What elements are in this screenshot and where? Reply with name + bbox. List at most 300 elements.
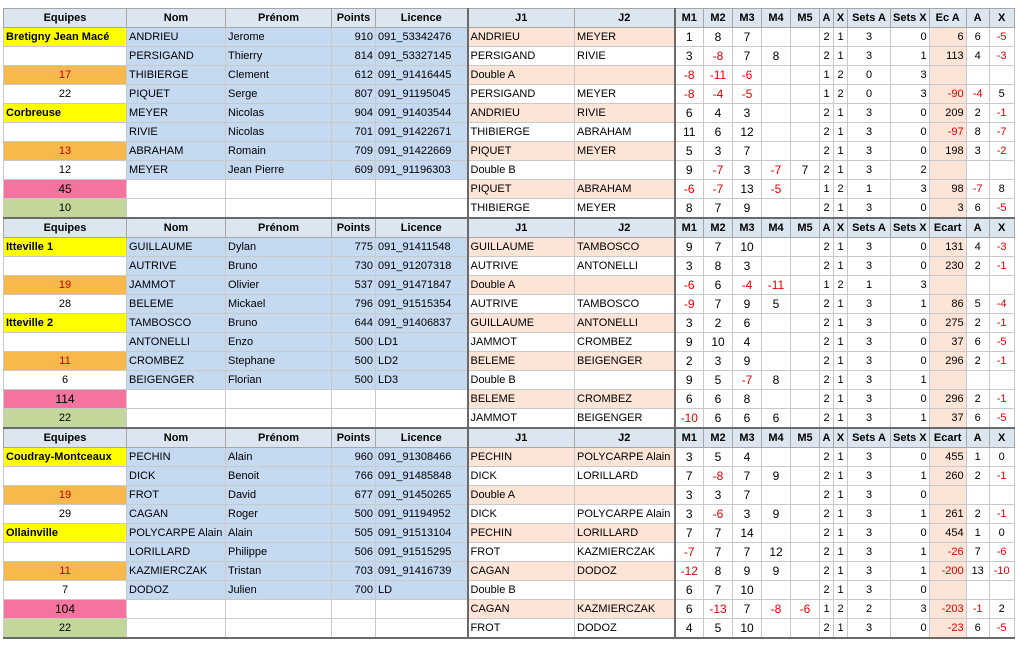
sets-a-cell[interactable]: 3 <box>848 352 891 371</box>
points-cell[interactable]: 677 <box>332 486 376 505</box>
header-licence[interactable]: Licence <box>376 9 468 28</box>
j1-cell[interactable]: JAMMOT <box>468 409 575 429</box>
a-cell[interactable]: 2 <box>820 352 834 371</box>
ecart-cell[interactable]: 3 <box>929 199 966 219</box>
a-cell[interactable]: 2 <box>820 467 834 486</box>
j2-cell[interactable]: LORILLARD <box>575 467 675 486</box>
prenom-cell[interactable] <box>226 409 332 429</box>
result-a-cell[interactable]: 6 <box>966 619 989 639</box>
sets-x-cell[interactable]: 1 <box>891 371 930 390</box>
m2-cell[interactable]: -4 <box>704 85 733 104</box>
nom-cell[interactable]: JAMMOT <box>127 276 226 295</box>
nom-cell[interactable]: BELEME <box>127 295 226 314</box>
result-x-cell[interactable]: -5 <box>989 28 1014 47</box>
m4-cell[interactable] <box>762 352 791 371</box>
m3-cell[interactable]: 3 <box>733 104 762 123</box>
m1-cell[interactable]: -12 <box>675 562 704 581</box>
licence-cell[interactable] <box>376 619 468 639</box>
licence-cell[interactable]: 091_91196303 <box>376 161 468 180</box>
ecart-cell[interactable]: 261 <box>929 505 966 524</box>
sets-a-cell[interactable]: 3 <box>848 371 891 390</box>
j1-cell[interactable]: GUILLAUME <box>468 238 575 257</box>
x-cell[interactable]: 2 <box>834 276 848 295</box>
x-cell[interactable]: 1 <box>834 314 848 333</box>
m3-cell[interactable]: 10 <box>733 619 762 639</box>
header-ecart[interactable]: Ec A <box>929 9 966 28</box>
ecart-cell[interactable]: 37 <box>929 409 966 429</box>
ecart-cell[interactable]: 296 <box>929 390 966 409</box>
m5-cell[interactable] <box>791 85 820 104</box>
header-nom[interactable]: Nom <box>127 218 226 238</box>
prenom-cell[interactable]: Enzo <box>226 333 332 352</box>
j1-cell[interactable]: PIQUET <box>468 180 575 199</box>
prenom-cell[interactable]: Philippe <box>226 543 332 562</box>
sets-x-cell[interactable]: 0 <box>891 104 930 123</box>
sets-a-cell[interactable]: 3 <box>848 142 891 161</box>
a-cell[interactable]: 2 <box>820 142 834 161</box>
m4-cell[interactable]: 8 <box>762 47 791 66</box>
m1-cell[interactable]: 8 <box>675 199 704 219</box>
x-cell[interactable]: 2 <box>834 85 848 104</box>
a-cell[interactable]: 1 <box>820 85 834 104</box>
j1-cell[interactable]: Double B <box>468 371 575 390</box>
licence-cell[interactable]: LD3 <box>376 371 468 390</box>
result-a-cell[interactable]: 1 <box>966 448 989 467</box>
j1-cell[interactable]: BELEME <box>468 352 575 371</box>
header-licence[interactable]: Licence <box>376 428 468 448</box>
ecart-cell[interactable]: 98 <box>929 180 966 199</box>
m1-cell[interactable]: 9 <box>675 161 704 180</box>
a-cell[interactable]: 2 <box>820 562 834 581</box>
header-a[interactable]: A <box>820 9 834 28</box>
m5-cell[interactable] <box>791 524 820 543</box>
result-x-cell[interactable]: -1 <box>989 257 1014 276</box>
a-cell[interactable]: 2 <box>820 505 834 524</box>
j2-cell[interactable]: ABRAHAM <box>575 180 675 199</box>
m5-cell[interactable] <box>791 619 820 639</box>
x-cell[interactable]: 1 <box>834 467 848 486</box>
header-x[interactable]: X <box>834 218 848 238</box>
m4-cell[interactable] <box>762 486 791 505</box>
result-x-cell[interactable]: 5 <box>989 85 1014 104</box>
result-a-cell[interactable]: 4 <box>966 47 989 66</box>
x-cell[interactable]: 1 <box>834 199 848 219</box>
m5-cell[interactable] <box>791 581 820 600</box>
prenom-cell[interactable]: Julien <box>226 581 332 600</box>
sets-a-cell[interactable]: 3 <box>848 562 891 581</box>
sets-a-cell[interactable]: 3 <box>848 505 891 524</box>
team-cell[interactable]: 28 <box>4 295 127 314</box>
header-j1[interactable]: J1 <box>468 428 575 448</box>
nom-cell[interactable] <box>127 180 226 199</box>
prenom-cell[interactable]: Nicolas <box>226 104 332 123</box>
j1-cell[interactable]: PIQUET <box>468 142 575 161</box>
result-x-cell[interactable]: -4 <box>989 295 1014 314</box>
prenom-cell[interactable]: Dylan <box>226 238 332 257</box>
header-m5[interactable]: M5 <box>791 9 820 28</box>
sets-x-cell[interactable]: 0 <box>891 581 930 600</box>
x-cell[interactable]: 1 <box>834 524 848 543</box>
result-a-cell[interactable]: 2 <box>966 467 989 486</box>
a-cell[interactable]: 2 <box>820 238 834 257</box>
m4-cell[interactable]: -11 <box>762 276 791 295</box>
prenom-cell[interactable]: Serge <box>226 85 332 104</box>
m3-cell[interactable]: 7 <box>733 600 762 619</box>
team-cell[interactable]: 12 <box>4 161 127 180</box>
m3-cell[interactable]: 12 <box>733 123 762 142</box>
points-cell[interactable]: 730 <box>332 257 376 276</box>
sets-x-cell[interactable]: 2 <box>891 161 930 180</box>
j1-cell[interactable]: JAMMOT <box>468 333 575 352</box>
m1-cell[interactable]: 4 <box>675 619 704 639</box>
header-a[interactable]: A <box>820 428 834 448</box>
j2-cell[interactable] <box>575 581 675 600</box>
points-cell[interactable]: 796 <box>332 295 376 314</box>
points-cell[interactable] <box>332 390 376 409</box>
prenom-cell[interactable] <box>226 390 332 409</box>
x-cell[interactable]: 1 <box>834 295 848 314</box>
header-j2[interactable]: J2 <box>575 428 675 448</box>
m4-cell[interactable] <box>762 448 791 467</box>
team-cell[interactable]: 11 <box>4 352 127 371</box>
m3-cell[interactable]: 10 <box>733 581 762 600</box>
m2-cell[interactable]: 8 <box>704 257 733 276</box>
nom-cell[interactable]: AUTRIVE <box>127 257 226 276</box>
m2-cell[interactable]: 7 <box>704 238 733 257</box>
prenom-cell[interactable]: Olivier <box>226 276 332 295</box>
j1-cell[interactable]: PECHIN <box>468 448 575 467</box>
m3-cell[interactable]: 3 <box>733 505 762 524</box>
result-x-cell[interactable]: -10 <box>989 562 1014 581</box>
m3-cell[interactable]: 14 <box>733 524 762 543</box>
team-cell[interactable]: 11 <box>4 562 127 581</box>
x-cell[interactable]: 1 <box>834 448 848 467</box>
result-a-cell[interactable]: 4 <box>966 238 989 257</box>
nom-cell[interactable]: POLYCARPE Alain <box>127 524 226 543</box>
m5-cell[interactable] <box>791 352 820 371</box>
sets-a-cell[interactable]: 3 <box>848 47 891 66</box>
m3-cell[interactable]: 13 <box>733 180 762 199</box>
sets-x-cell[interactable]: 1 <box>891 467 930 486</box>
licence-cell[interactable]: 091_91403544 <box>376 104 468 123</box>
m5-cell[interactable] <box>791 409 820 429</box>
j2-cell[interactable]: DODOZ <box>575 562 675 581</box>
j1-cell[interactable]: Double A <box>468 486 575 505</box>
result-x-cell[interactable]: 2 <box>989 600 1014 619</box>
sets-x-cell[interactable]: 0 <box>891 524 930 543</box>
header-equipes[interactable]: Equipes <box>4 428 127 448</box>
j1-cell[interactable]: THIBIERGE <box>468 199 575 219</box>
header-m2[interactable]: M2 <box>704 218 733 238</box>
sets-x-cell[interactable]: 3 <box>891 66 930 85</box>
j1-cell[interactable]: DICK <box>468 505 575 524</box>
prenom-cell[interactable]: David <box>226 486 332 505</box>
m5-cell[interactable] <box>791 295 820 314</box>
team-cell[interactable]: 13 <box>4 142 127 161</box>
x-cell[interactable]: 1 <box>834 562 848 581</box>
j1-cell[interactable]: Double B <box>468 161 575 180</box>
j2-cell[interactable]: KAZMIERCZAK <box>575 600 675 619</box>
sets-a-cell[interactable]: 1 <box>848 180 891 199</box>
m1-cell[interactable]: -7 <box>675 543 704 562</box>
header-points[interactable]: Points <box>332 218 376 238</box>
header-sets-a[interactable]: Sets A <box>848 9 891 28</box>
sets-x-cell[interactable]: 0 <box>891 333 930 352</box>
j2-cell[interactable]: ANTONELLI <box>575 257 675 276</box>
a-cell[interactable]: 2 <box>820 314 834 333</box>
x-cell[interactable]: 1 <box>834 257 848 276</box>
m5-cell[interactable] <box>791 199 820 219</box>
header-sets-x[interactable]: Sets X <box>891 218 930 238</box>
licence-cell[interactable]: 091_91416445 <box>376 66 468 85</box>
team-cell[interactable]: 22 <box>4 619 127 639</box>
a-cell[interactable]: 2 <box>820 486 834 505</box>
m4-cell[interactable] <box>762 66 791 85</box>
j2-cell[interactable]: ANTONELLI <box>575 314 675 333</box>
result-a-cell[interactable]: 2 <box>966 390 989 409</box>
a-cell[interactable]: 2 <box>820 333 834 352</box>
result-a-cell[interactable]: -4 <box>966 85 989 104</box>
sets-a-cell[interactable]: 2 <box>848 600 891 619</box>
header-points[interactable]: Points <box>332 428 376 448</box>
m2-cell[interactable]: 6 <box>704 390 733 409</box>
header-sets-a[interactable]: Sets A <box>848 218 891 238</box>
a-cell[interactable]: 1 <box>820 66 834 85</box>
m4-cell[interactable] <box>762 104 791 123</box>
m1-cell[interactable]: 3 <box>675 486 704 505</box>
a-cell[interactable]: 2 <box>820 390 834 409</box>
sets-x-cell[interactable]: 0 <box>891 142 930 161</box>
j1-cell[interactable]: THIBIERGE <box>468 123 575 142</box>
team-cell[interactable]: Coudray-Montceaux <box>4 448 127 467</box>
m4-cell[interactable] <box>762 619 791 639</box>
prenom-cell[interactable]: Thierry <box>226 47 332 66</box>
sets-x-cell[interactable]: 3 <box>891 180 930 199</box>
points-cell[interactable]: 500 <box>332 352 376 371</box>
m4-cell[interactable] <box>762 524 791 543</box>
m3-cell[interactable]: -5 <box>733 85 762 104</box>
licence-cell[interactable]: 091_91308466 <box>376 448 468 467</box>
team-cell[interactable]: Bretigny Jean Macé <box>4 28 127 47</box>
prenom-cell[interactable]: Benoit <box>226 467 332 486</box>
m1-cell[interactable]: 3 <box>675 257 704 276</box>
m1-cell[interactable]: 9 <box>675 333 704 352</box>
result-a-cell[interactable]: 2 <box>966 314 989 333</box>
header-a[interactable]: A <box>820 218 834 238</box>
m4-cell[interactable]: 8 <box>762 371 791 390</box>
licence-cell[interactable]: 091_91194952 <box>376 505 468 524</box>
m4-cell[interactable] <box>762 257 791 276</box>
result-a-cell[interactable]: 6 <box>966 28 989 47</box>
m2-cell[interactable]: -7 <box>704 161 733 180</box>
points-cell[interactable]: 500 <box>332 505 376 524</box>
header-licence[interactable]: Licence <box>376 218 468 238</box>
ecart-cell[interactable]: 113 <box>929 47 966 66</box>
j1-cell[interactable]: FROT <box>468 619 575 639</box>
ecart-cell[interactable]: 86 <box>929 295 966 314</box>
m2-cell[interactable]: 6 <box>704 409 733 429</box>
m2-cell[interactable]: -7 <box>704 180 733 199</box>
result-x-cell[interactable] <box>989 371 1014 390</box>
j1-cell[interactable]: AUTRIVE <box>468 257 575 276</box>
header-prenom[interactable]: Prénom <box>226 428 332 448</box>
licence-cell[interactable] <box>376 409 468 429</box>
result-a-cell[interactable]: -1 <box>966 600 989 619</box>
nom-cell[interactable]: GUILLAUME <box>127 238 226 257</box>
a-cell[interactable]: 1 <box>820 180 834 199</box>
a-cell[interactable]: 1 <box>820 600 834 619</box>
x-cell[interactable]: 1 <box>834 47 848 66</box>
licence-cell[interactable]: 091_91207318 <box>376 257 468 276</box>
result-a-cell[interactable]: 1 <box>966 524 989 543</box>
header-m1[interactable]: M1 <box>675 428 704 448</box>
m2-cell[interactable]: 7 <box>704 543 733 562</box>
points-cell[interactable]: 904 <box>332 104 376 123</box>
team-cell[interactable]: 19 <box>4 486 127 505</box>
result-x-cell[interactable] <box>989 161 1014 180</box>
m5-cell[interactable] <box>791 333 820 352</box>
m2-cell[interactable]: 6 <box>704 123 733 142</box>
header-prenom[interactable]: Prénom <box>226 9 332 28</box>
header-a[interactable]: A <box>966 428 989 448</box>
result-x-cell[interactable]: -1 <box>989 390 1014 409</box>
nom-cell[interactable]: TAMBOSCO <box>127 314 226 333</box>
m5-cell[interactable] <box>791 180 820 199</box>
ecart-cell[interactable]: 37 <box>929 333 966 352</box>
m3-cell[interactable]: -6 <box>733 66 762 85</box>
m3-cell[interactable]: 6 <box>733 314 762 333</box>
m1-cell[interactable]: 3 <box>675 448 704 467</box>
header-prenom[interactable]: Prénom <box>226 218 332 238</box>
sets-a-cell[interactable]: 3 <box>848 543 891 562</box>
m1-cell[interactable]: -8 <box>675 66 704 85</box>
prenom-cell[interactable]: Alain <box>226 448 332 467</box>
result-a-cell[interactable]: 2 <box>966 505 989 524</box>
m2-cell[interactable]: -8 <box>704 47 733 66</box>
team-cell[interactable]: 6 <box>4 371 127 390</box>
nom-cell[interactable] <box>127 199 226 219</box>
sets-a-cell[interactable]: 3 <box>848 409 891 429</box>
ecart-cell[interactable]: 6 <box>929 28 966 47</box>
m3-cell[interactable]: 7 <box>733 486 762 505</box>
m2-cell[interactable]: 8 <box>704 562 733 581</box>
m2-cell[interactable]: -11 <box>704 66 733 85</box>
ecart-cell[interactable]: 275 <box>929 314 966 333</box>
m3-cell[interactable]: 6 <box>733 409 762 429</box>
licence-cell[interactable]: 091_91485848 <box>376 467 468 486</box>
m4-cell[interactable] <box>762 581 791 600</box>
result-x-cell[interactable]: -5 <box>989 199 1014 219</box>
points-cell[interactable]: 609 <box>332 161 376 180</box>
licence-cell[interactable]: 091_91416739 <box>376 562 468 581</box>
sets-x-cell[interactable]: 1 <box>891 47 930 66</box>
a-cell[interactable]: 2 <box>820 28 834 47</box>
header-nom[interactable]: Nom <box>127 9 226 28</box>
m4-cell[interactable]: -8 <box>762 600 791 619</box>
sets-x-cell[interactable]: 1 <box>891 505 930 524</box>
points-cell[interactable]: 612 <box>332 66 376 85</box>
header-m3[interactable]: M3 <box>733 428 762 448</box>
header-m5[interactable]: M5 <box>791 428 820 448</box>
m2-cell[interactable]: 7 <box>704 581 733 600</box>
header-j1[interactable]: J1 <box>468 218 575 238</box>
j2-cell[interactable]: POLYCARPE Alain <box>575 448 675 467</box>
sets-a-cell[interactable]: 1 <box>848 276 891 295</box>
result-x-cell[interactable]: -7 <box>989 123 1014 142</box>
points-cell[interactable]: 814 <box>332 47 376 66</box>
header-m4[interactable]: M4 <box>762 428 791 448</box>
points-cell[interactable]: 775 <box>332 238 376 257</box>
sets-x-cell[interactable]: 0 <box>891 352 930 371</box>
ecart-cell[interactable]: 198 <box>929 142 966 161</box>
m2-cell[interactable]: 7 <box>704 524 733 543</box>
header-a[interactable]: A <box>966 9 989 28</box>
j1-cell[interactable]: PERSIGAND <box>468 47 575 66</box>
result-a-cell[interactable]: 6 <box>966 199 989 219</box>
ecart-cell[interactable] <box>929 371 966 390</box>
header-j1[interactable]: J1 <box>468 9 575 28</box>
result-x-cell[interactable]: 0 <box>989 448 1014 467</box>
sets-a-cell[interactable]: 3 <box>848 486 891 505</box>
m3-cell[interactable]: -4 <box>733 276 762 295</box>
x-cell[interactable]: 1 <box>834 333 848 352</box>
sets-x-cell[interactable]: 3 <box>891 85 930 104</box>
header-m1[interactable]: M1 <box>675 218 704 238</box>
header-x[interactable]: X <box>989 9 1014 28</box>
header-m3[interactable]: M3 <box>733 9 762 28</box>
points-cell[interactable]: 807 <box>332 85 376 104</box>
nom-cell[interactable]: FROT <box>127 486 226 505</box>
header-j2[interactable]: J2 <box>575 218 675 238</box>
ecart-cell[interactable] <box>929 276 966 295</box>
team-cell[interactable]: Ollainville <box>4 524 127 543</box>
prenom-cell[interactable]: Bruno <box>226 314 332 333</box>
j2-cell[interactable]: CROMBEZ <box>575 333 675 352</box>
result-a-cell[interactable] <box>966 276 989 295</box>
header-m2[interactable]: M2 <box>704 9 733 28</box>
points-cell[interactable]: 506 <box>332 543 376 562</box>
points-cell[interactable]: 700 <box>332 581 376 600</box>
sets-x-cell[interactable]: 0 <box>891 28 930 47</box>
a-cell[interactable]: 2 <box>820 104 834 123</box>
m5-cell[interactable] <box>791 562 820 581</box>
sets-a-cell[interactable]: 3 <box>848 238 891 257</box>
nom-cell[interactable]: DODOZ <box>127 581 226 600</box>
ecart-cell[interactable]: 230 <box>929 257 966 276</box>
sets-a-cell[interactable]: 3 <box>848 619 891 639</box>
sets-a-cell[interactable]: 3 <box>848 28 891 47</box>
m2-cell[interactable]: -13 <box>704 600 733 619</box>
points-cell[interactable]: 500 <box>332 333 376 352</box>
header-m3[interactable]: M3 <box>733 218 762 238</box>
nom-cell[interactable]: ANTONELLI <box>127 333 226 352</box>
m1-cell[interactable]: 11 <box>675 123 704 142</box>
m2-cell[interactable]: 3 <box>704 142 733 161</box>
j2-cell[interactable] <box>575 66 675 85</box>
m5-cell[interactable] <box>791 543 820 562</box>
licence-cell[interactable]: 091_91422671 <box>376 123 468 142</box>
m5-cell[interactable] <box>791 28 820 47</box>
spreadsheet-grid[interactable] <box>3 8 1015 639</box>
result-x-cell[interactable] <box>989 486 1014 505</box>
result-a-cell[interactable]: 3 <box>966 142 989 161</box>
m5-cell[interactable]: 7 <box>791 161 820 180</box>
nom-cell[interactable] <box>127 409 226 429</box>
m5-cell[interactable] <box>791 371 820 390</box>
j1-cell[interactable]: ANDRIEU <box>468 104 575 123</box>
points-cell[interactable]: 910 <box>332 28 376 47</box>
licence-cell[interactable]: 091_91422669 <box>376 142 468 161</box>
